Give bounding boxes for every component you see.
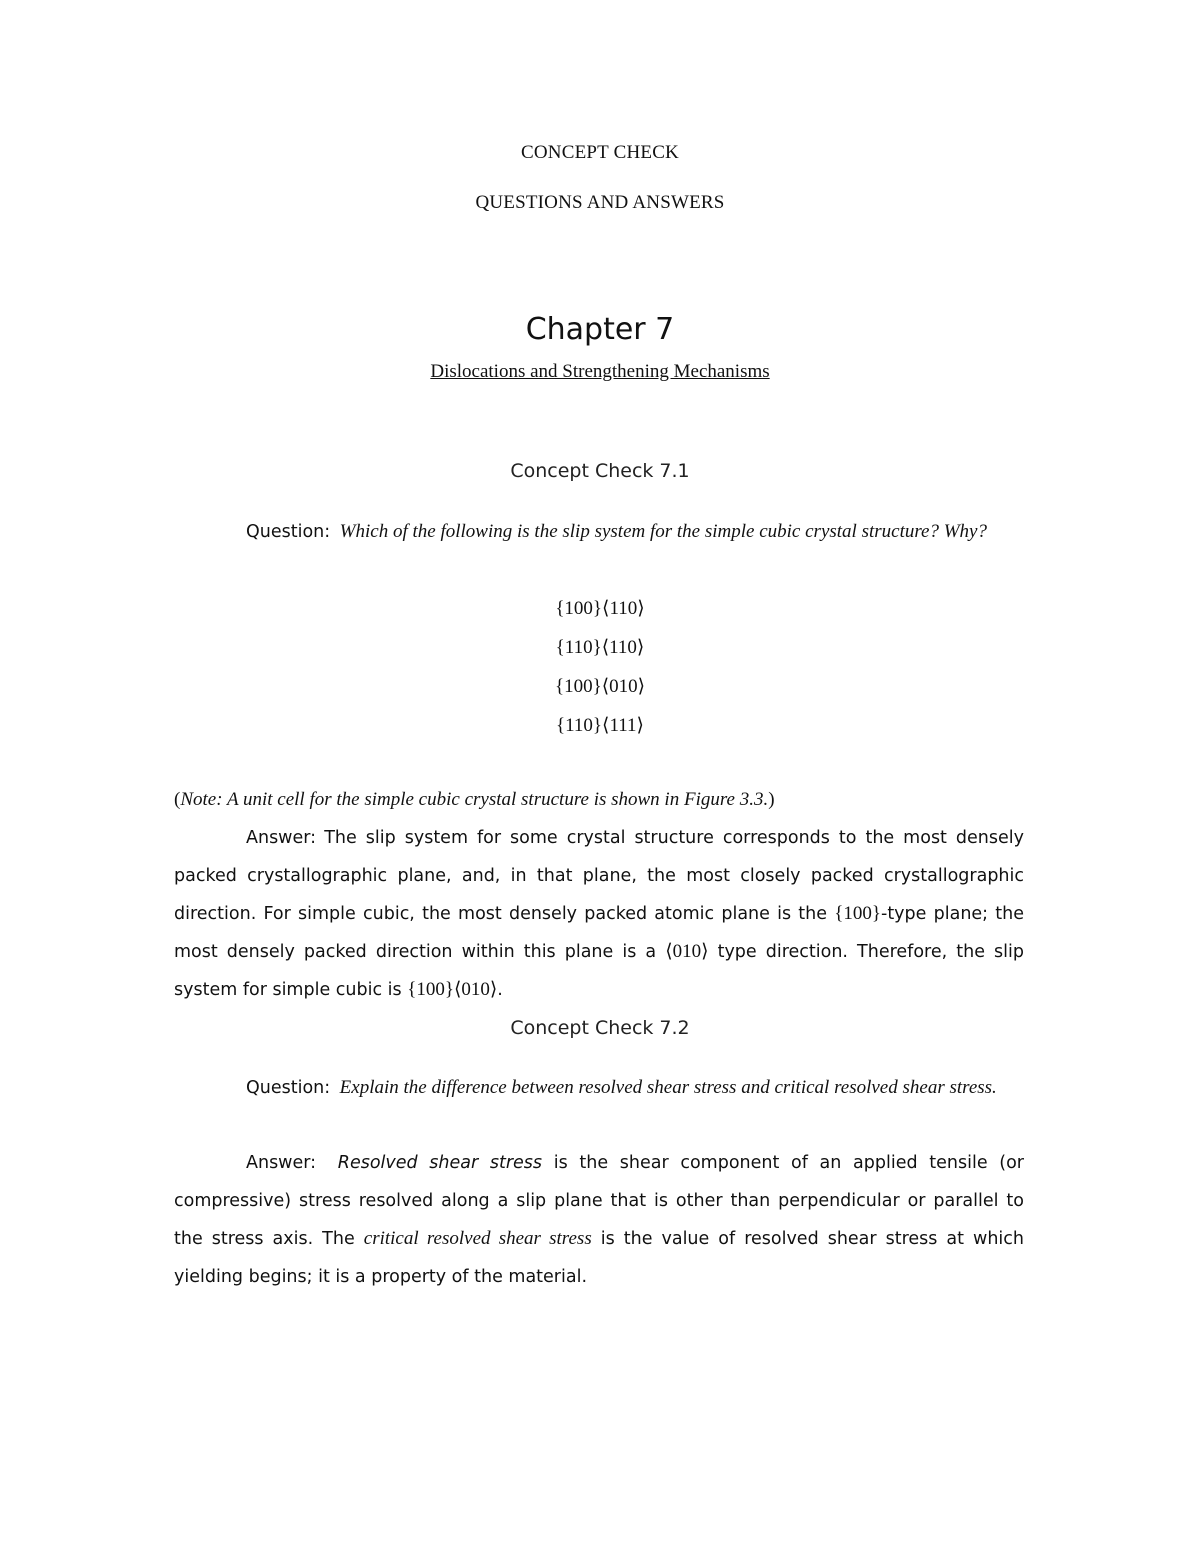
cc1-note	[174, 781, 1024, 819]
slip-system-option: {110}⟨111⟩	[556, 715, 644, 736]
cc1-answer-part1: The slip system for some crystal structure corresponds to the most densely packed crystallographic plane, and, in that plane, the most closely packed crystallographic direction. For simple cubic, the most densely packed atomic plane is the	[174, 828, 1024, 924]
cc1-answer-part2: -type plane; the most densely packed direction within this plane is a	[174, 904, 1025, 962]
cc2-answer-term2: critical resolved shear stress	[363, 1228, 592, 1249]
cc2-question-label: Question:	[246, 1078, 331, 1098]
cc2-answer-part2: is the value of resolved shear stress at which yielding begins; it is a property of the material.	[174, 1229, 1025, 1287]
note-close-paren: )	[768, 789, 775, 810]
cc2-answer-part1: is the shear component of an applied tensile (or compressive) stress resolved along a slip plane that is other than perpendicular or parallel to the stress axis. The	[174, 1153, 1024, 1249]
cc2-answer	[174, 1144, 1024, 1296]
cc1-question-text: Which of the following is the slip system for the simple cubic crystal structure? Why?	[339, 521, 987, 542]
cc1-note-text: Note: A unit cell for the simple cubic crystal structure is shown in Figure 3.3.	[180, 789, 769, 810]
cc1-question	[174, 513, 1024, 551]
cc1-answer-slip-system: {100}⟨010⟩	[407, 979, 498, 1000]
slip-system-option: {100}⟨010⟩	[554, 676, 646, 697]
concept-check-7-1-heading: Concept Check 7.1	[510, 460, 690, 482]
chapter-title: Chapter 7	[525, 312, 675, 347]
cc1-answer-end: .	[497, 980, 503, 1000]
concept-check-7-2-heading: Concept Check 7.2	[510, 1017, 690, 1039]
note-open-paren: (	[174, 789, 181, 810]
cc1-answer	[174, 819, 1024, 1009]
cc2-answer-term1: Resolved shear stress	[337, 1153, 543, 1173]
chapter-subtitle: Dislocations and Strengthening Mechanisms	[430, 361, 770, 382]
cc1-answer-direction: ⟨010⟩	[665, 941, 709, 962]
cc2-answer-label: Answer:	[246, 1153, 317, 1173]
cc1-answer-label: Answer:	[246, 828, 317, 848]
cc1-question-label: Question:	[246, 522, 331, 542]
cc1-answer-plane: {100}	[834, 903, 881, 924]
cc1-answer-part3: type direction. Therefore, the slip system for simple cubic is	[174, 942, 1024, 1000]
cc2-question-text: Explain the difference between resolved shear stress and critical resolved shear stress.	[339, 1077, 997, 1098]
document-header-line1: CONCEPT CHECK	[521, 142, 679, 163]
slip-system-option: {110}⟨110⟩	[555, 637, 645, 658]
cc2-question	[174, 1069, 1024, 1107]
document-header-line2: QUESTIONS AND ANSWERS	[475, 192, 725, 213]
slip-system-option: {100}⟨110⟩	[555, 598, 645, 619]
